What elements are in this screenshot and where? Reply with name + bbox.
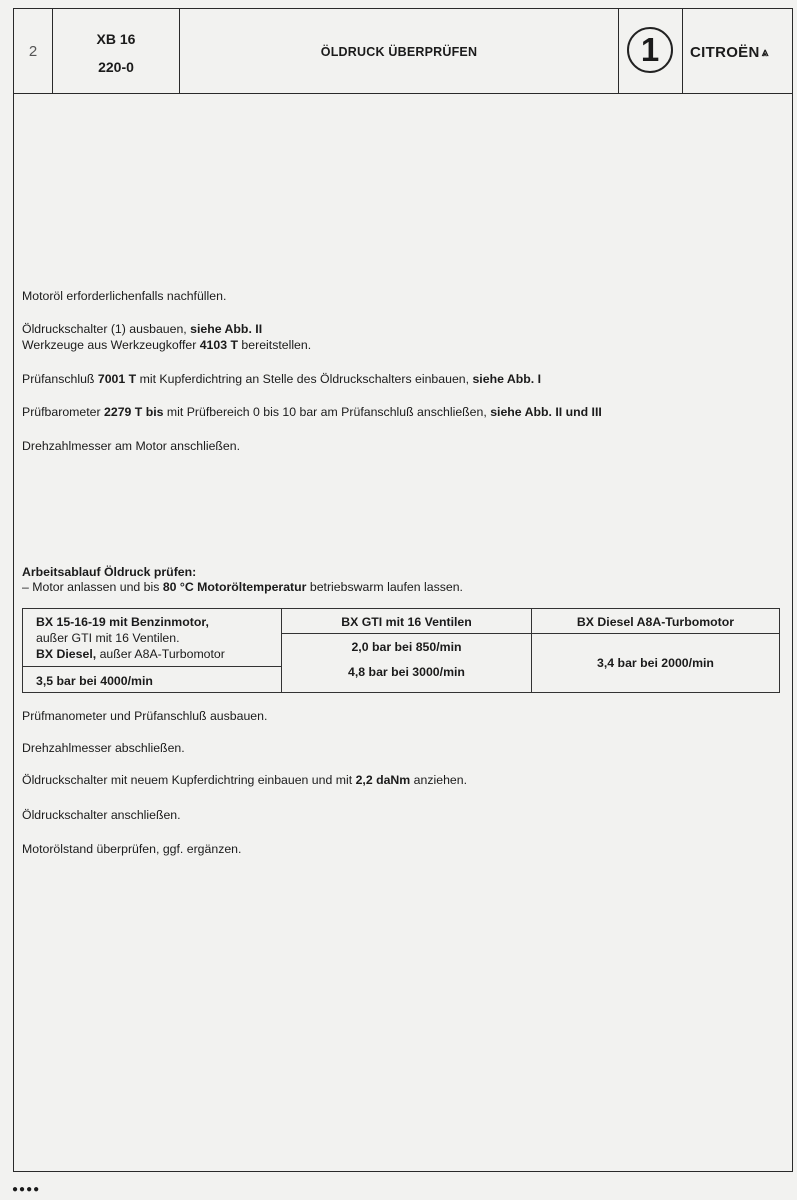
diesel-label: BX Diesel, — [36, 647, 97, 661]
pressure-value-text: 2,0 bar bei 850/min — [351, 640, 462, 654]
page-number-cell — [14, 9, 53, 93]
figure-reference: siehe Abb. I — [472, 372, 542, 386]
column-subtitle-diesel — [36, 646, 225, 662]
column-title — [532, 614, 779, 630]
torque-value: 2,2 daNm — [355, 773, 411, 787]
instruction-text: betriebswarm laufen lassen. — [306, 580, 463, 594]
column-title-text: BX 15-16-19 mit Benzinmotor, — [36, 615, 209, 629]
instruction-text: mit Kupferdichtring an Stelle des Öldruckschalters einbauen, — [136, 372, 473, 386]
instruction-check-level: Motorölstand überprüfen, ggf. ergänzen. — [22, 842, 242, 856]
instruction-text: Öldruckschalter (1) ausbauen, — [22, 322, 191, 336]
procedure-step — [22, 580, 463, 595]
instruction-tachometer: Drehzahlmesser am Motor anschließen. — [22, 439, 241, 453]
temperature-value: 80 °C Motoröltemperatur — [162, 580, 307, 594]
table-divider — [532, 633, 779, 634]
tool-code: 7001 T — [97, 372, 137, 386]
instruction-disconnect-tacho: Drehzahlmesser abschließen. — [22, 741, 185, 755]
instruction-remove-switch — [22, 322, 262, 337]
table-column-turbodiesel — [532, 609, 779, 692]
instruction-text: – Motor anlassen und bis — [22, 580, 163, 594]
instruction-text: Öldruckschalter mit neuem Kupferdichtring einbauen und mit — [22, 773, 356, 787]
page-title: ÖLDRUCK ÜBERPRÜFEN — [320, 45, 478, 59]
pressure-value — [36, 673, 153, 689]
instruction-connect-switch: Öldruckschalter anschließen. — [22, 808, 181, 822]
instruction-text: mit Prüfbereich 0 bis 10 bar am Prüfanschluß anschließen, — [163, 405, 491, 419]
table-divider — [282, 633, 531, 634]
pressure-value-text: 4,8 bar bei 3000/min — [348, 665, 465, 679]
procedure-heading — [22, 565, 196, 580]
column-subtitle: außer GTI mit 16 Ventilen. — [36, 631, 180, 645]
column-title — [36, 614, 209, 630]
figure-reference: siehe Abb. II und III — [490, 405, 602, 419]
double-chevron-icon: ⩓ — [761, 45, 769, 59]
pressure-value-text: 3,5 bar bei 4000/min — [36, 674, 153, 688]
instruction-barometer — [22, 405, 602, 420]
page-number: 2 — [28, 43, 38, 60]
section-number-badge: 1 — [627, 27, 673, 73]
footer-marker: ●●●● — [12, 1184, 41, 1195]
table-column-gti — [282, 609, 532, 692]
instruction-text: Prüfanschluß — [22, 372, 98, 386]
pressure-value — [282, 639, 531, 655]
brand-logo — [690, 44, 769, 61]
column-title — [282, 614, 531, 630]
instruction-connector — [22, 372, 541, 387]
instruction-install-switch — [22, 773, 467, 788]
tool-code: 4103 T — [199, 338, 239, 352]
document-code-cell — [53, 9, 180, 93]
table-column-petrol — [23, 609, 282, 692]
table-divider — [23, 666, 281, 667]
section-number-cell — [619, 9, 683, 93]
oil-pressure-table — [22, 608, 780, 693]
instruction-text: bereitstellen. — [238, 338, 312, 352]
tool-code: 2279 T bis — [104, 405, 164, 419]
instruction-text: anziehen. — [410, 773, 467, 787]
engine-code: XB 16 — [96, 31, 136, 47]
instruction-text: Prüfbarometer — [22, 405, 105, 419]
procedure-title: Arbeitsablauf Öldruck prüfen: — [22, 565, 197, 579]
diesel-exception: außer A8A-Turbomotor — [96, 647, 225, 661]
header-bar — [14, 9, 792, 94]
instruction-text: Werkzeuge aus Werkzeugkoffer — [22, 338, 200, 352]
pressure-value — [282, 664, 531, 680]
instruction-tools — [22, 338, 311, 353]
operation-code: 220-0 — [98, 59, 134, 75]
instruction-remove-gauge: Prüfmanometer und Prüfanschluß ausbauen. — [22, 709, 268, 723]
figure-reference: siehe Abb. II — [190, 322, 263, 336]
instruction-refill: Motoröl erforderlichenfalls nachfüllen. — [22, 289, 227, 303]
column-title-text: BX GTI mit 16 Ventilen — [341, 615, 472, 629]
pressure-value — [532, 655, 779, 671]
title-cell — [180, 9, 619, 93]
column-title-text: BX Diesel A8A-Turbomotor — [576, 615, 735, 629]
brand-name: CITROËN — [690, 44, 760, 61]
pressure-value-text: 3,4 bar bei 2000/min — [597, 656, 714, 670]
